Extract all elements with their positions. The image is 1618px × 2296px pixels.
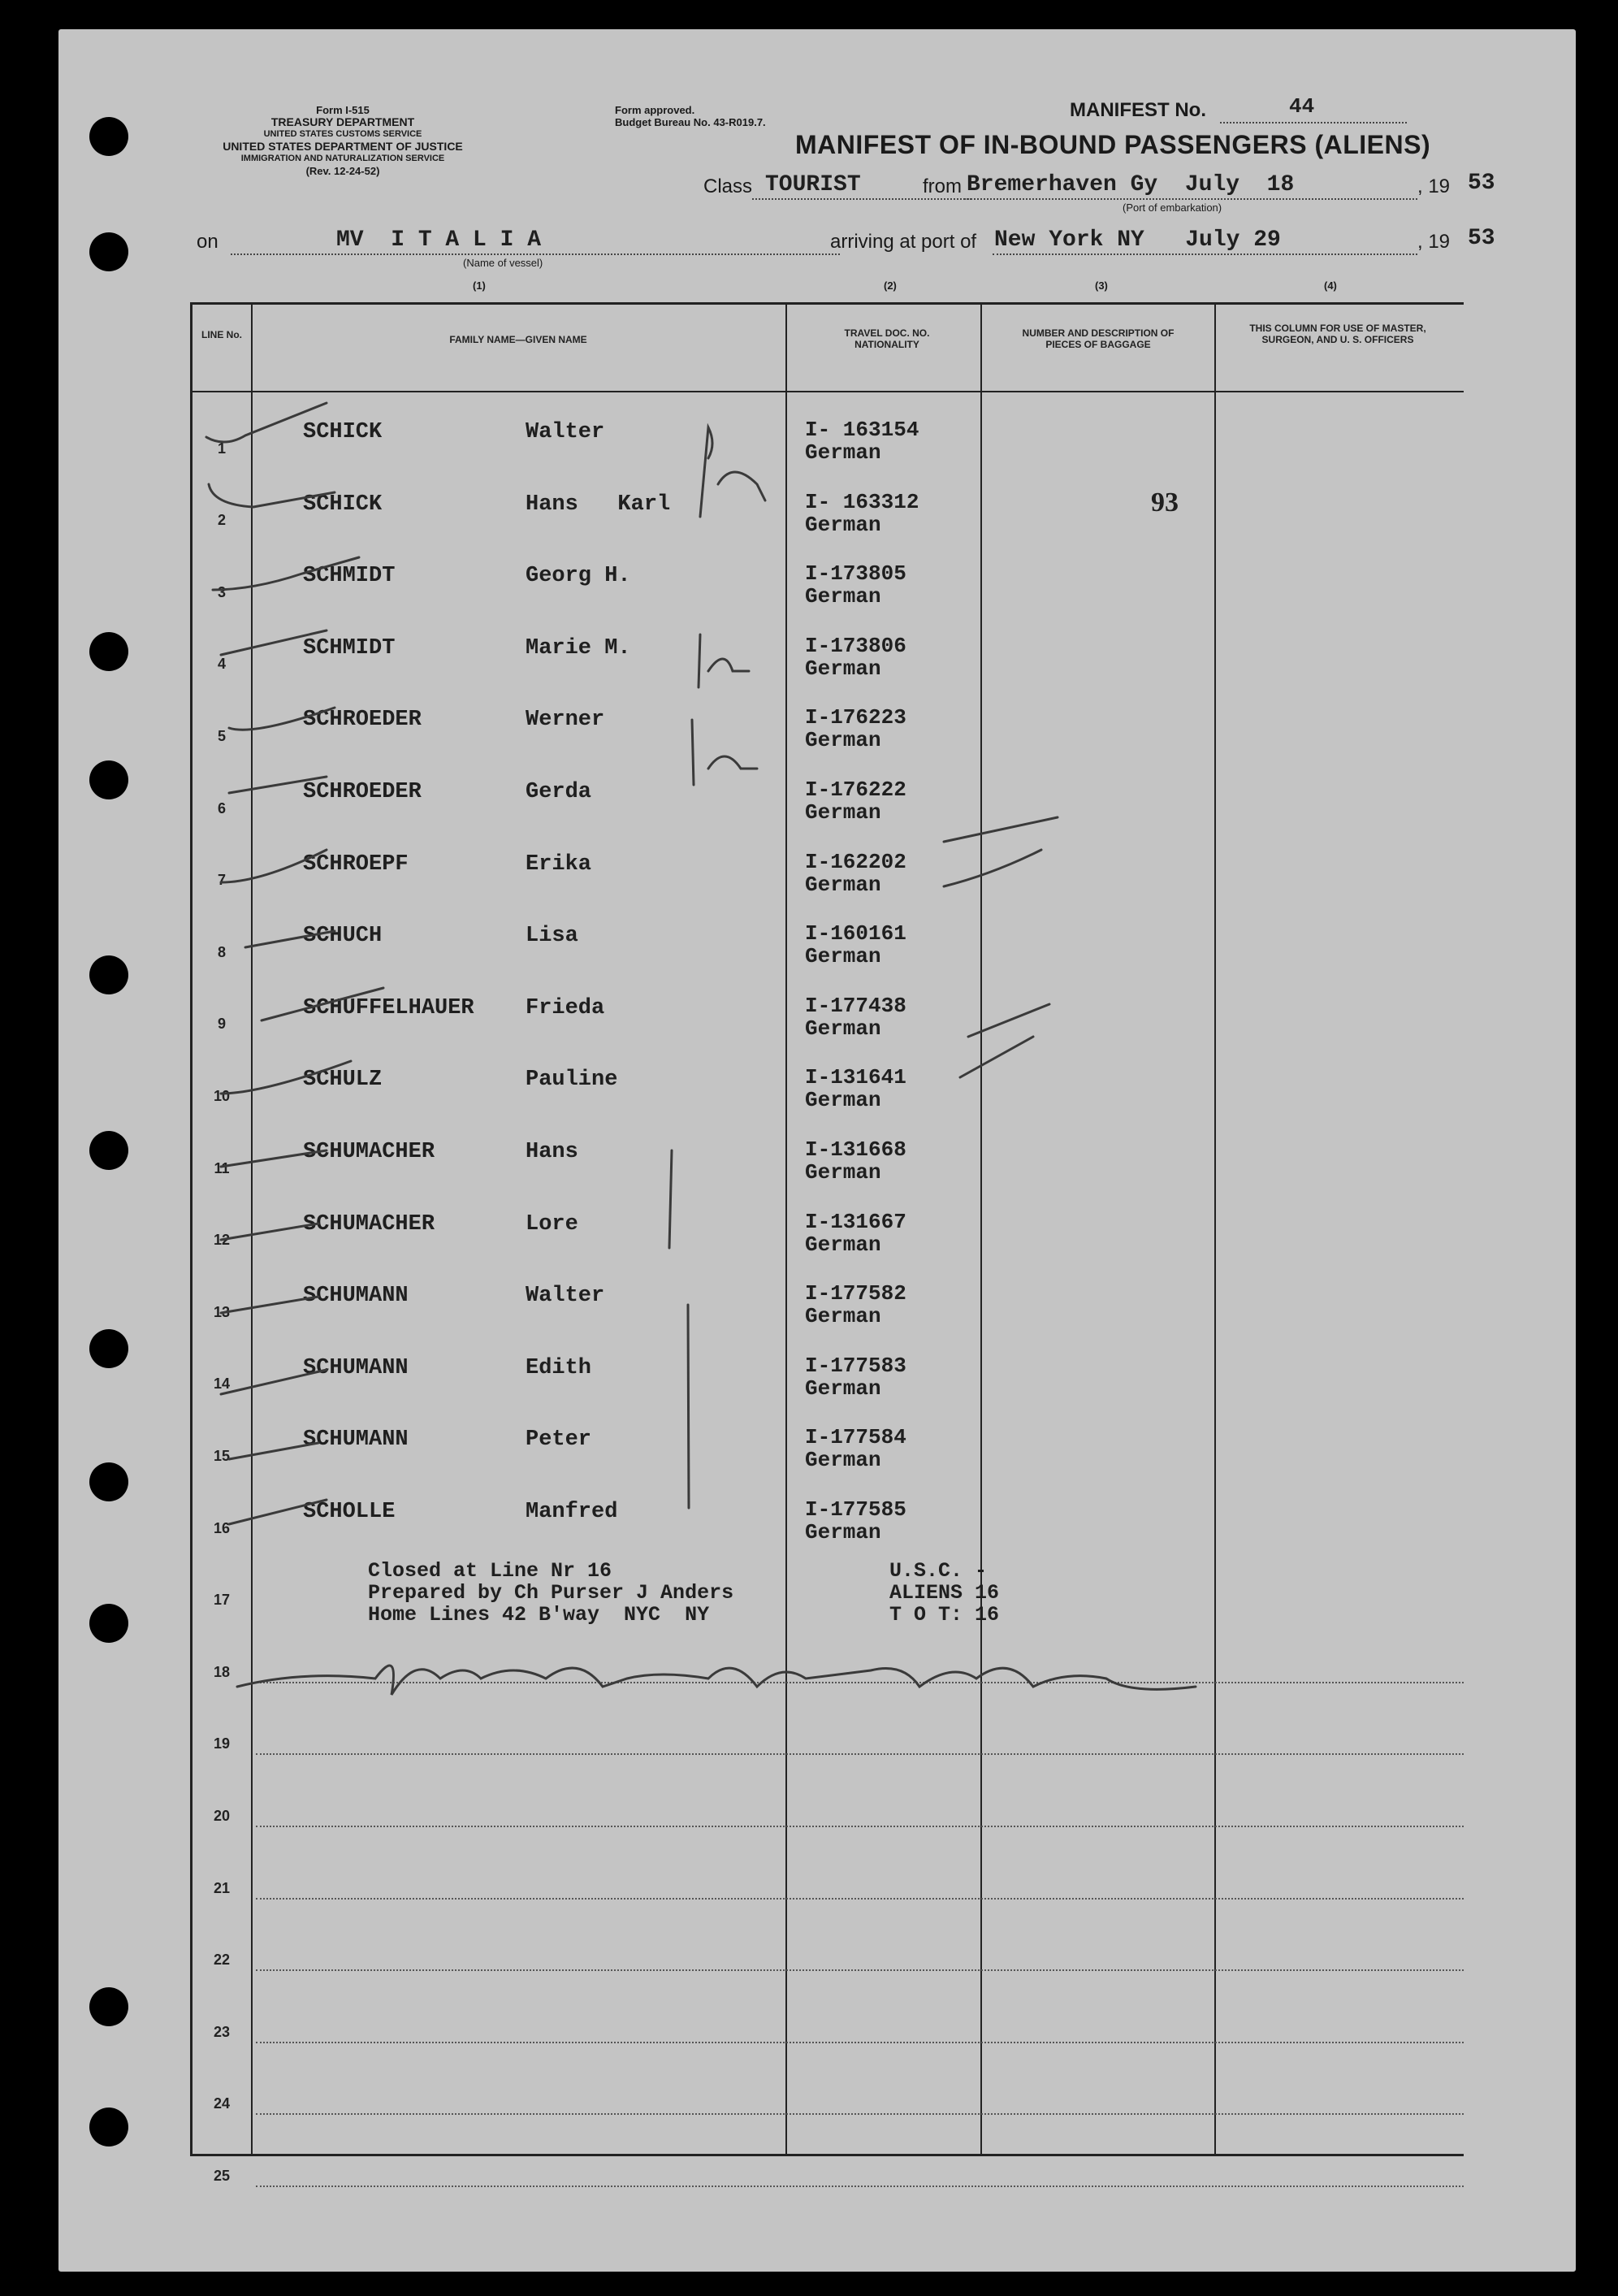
tick-mark <box>960 1004 1049 1077</box>
family-name: SCHICK <box>303 492 383 517</box>
rev-label: (Rev. 12-24-52) <box>305 165 380 177</box>
family-name: SCHUCH <box>303 924 383 949</box>
travel-doc: I-176223 German <box>805 705 906 753</box>
on-label: on <box>197 231 218 253</box>
tally-line-3: T O T: 16 <box>889 1603 1000 1627</box>
line-number: 15 <box>213 1448 231 1464</box>
col-num-4: (4) <box>1324 279 1337 292</box>
line-number: 3 <box>217 583 226 600</box>
travel-doc: I-177585 German <box>805 1497 906 1544</box>
line-number: 7 <box>217 872 226 889</box>
embarkation-caption: (Port of embarkation) <box>1123 201 1222 214</box>
line-number: 19 <box>213 1735 231 1752</box>
line-number: 11 <box>214 1159 230 1176</box>
travel-doc: I-173806 German <box>805 633 906 681</box>
col-header-name: FAMILY NAME—GIVEN NAME <box>449 334 587 345</box>
check-mark <box>229 1443 318 1459</box>
baggage-note: 93 <box>1151 487 1179 518</box>
vertical-mark <box>688 1305 689 1508</box>
family-name: SCHUMANN <box>303 1355 409 1380</box>
line-number: 24 <box>213 2095 231 2112</box>
travel-doc: I-177584 German <box>805 1425 906 1473</box>
col-num-3: (3) <box>1095 279 1108 292</box>
check-mark <box>209 484 335 507</box>
col-header-line: LINE No. <box>201 329 242 340</box>
given-name: Marie M. <box>526 635 631 661</box>
check-mark <box>221 1224 318 1240</box>
travel-doc: I- 163154 German <box>805 418 919 465</box>
travel-doc: I-177438 German <box>805 993 906 1041</box>
travel-doc: I-177582 German <box>805 1281 906 1329</box>
line-number: 1 <box>217 440 226 457</box>
col-header-officers: THIS COLUMN FOR USE OF MASTER, SURGEON, AND U. S. OFFICERS <box>1249 323 1426 345</box>
from-value: Bremerhaven Gy July 18 <box>967 172 1295 197</box>
vertical-mark <box>669 1150 672 1248</box>
line-number: 18 <box>213 1663 231 1680</box>
family-name: SCHROEDER <box>303 780 422 804</box>
manifest-page <box>58 29 1576 2272</box>
family-name: SCHMIDT <box>303 564 396 589</box>
ins-label: IMMIGRATION AND NATURALIZATION SERVICE <box>240 154 445 163</box>
line-number: 14 <box>213 1375 231 1393</box>
line-number: 17 <box>213 1592 231 1609</box>
line-number: 23 <box>213 2023 231 2040</box>
vessel-name: MV I T A L I A <box>336 227 542 253</box>
check-mark <box>221 1061 351 1094</box>
family-name: SCHUMANN <box>303 1284 409 1309</box>
check-mark <box>245 931 335 947</box>
family-name: SCHROEDER <box>303 708 422 733</box>
given-name: Manfred <box>526 1500 618 1524</box>
given-name: Frieda <box>526 995 605 1020</box>
given-name: Walter <box>526 420 605 444</box>
initials-mark <box>700 427 765 517</box>
travel-doc: I-131667 German <box>805 1209 906 1257</box>
family-name: SCHMIDT <box>303 635 396 661</box>
manifest-number: 44 <box>1289 94 1315 119</box>
closing-line-2: Prepared by Ch Purser J Anders <box>368 1581 734 1605</box>
justice-label: UNITED STATES DEPARTMENT OF JUSTICE <box>223 140 463 153</box>
given-name: Walter <box>526 1284 605 1309</box>
initials-mark <box>699 635 749 687</box>
travel-doc: I-131641 German <box>805 1065 906 1113</box>
arriving-value: New York NY July 29 <box>994 227 1281 253</box>
check-mark <box>229 1500 327 1524</box>
line-number: 6 <box>217 799 226 817</box>
given-name: Pauline <box>526 1068 618 1093</box>
line-number: 4 <box>217 656 226 673</box>
line-number: 21 <box>213 1879 231 1896</box>
travel-doc: I- 163312 German <box>805 489 919 537</box>
line-number: 5 <box>217 728 226 744</box>
col-header-baggage: NUMBER AND DESCRIPTION OF PIECES OF BAGGAGE <box>1022 327 1175 350</box>
budget-label: Budget Bureau No. 43-R019.7. <box>615 116 766 128</box>
travel-doc: I-176222 German <box>805 778 906 825</box>
family-name: SCHROEPF <box>303 851 409 877</box>
check-mark <box>221 630 327 655</box>
family-name: SCHUMACHER <box>303 1140 435 1164</box>
travel-doc: I-177583 German <box>805 1353 906 1401</box>
customs-label: UNITED STATES CUSTOMS SERVICE <box>263 129 422 139</box>
initials-mark <box>692 720 757 785</box>
family-name: SCHUFFELHAUER <box>303 995 474 1020</box>
given-name: Edith <box>526 1355 592 1380</box>
closing-line-1: Closed at Line Nr 16 <box>368 1559 612 1583</box>
arrive-year: 53 <box>1468 226 1495 251</box>
manifest-no-label: MANIFEST No. <box>1070 99 1206 121</box>
line-number: 2 <box>217 512 226 529</box>
family-name: SCHOLLE <box>303 1500 396 1524</box>
check-mark <box>221 1150 327 1167</box>
approval-label: Form approved. <box>615 104 695 116</box>
family-name: SCHULZ <box>303 1068 383 1093</box>
line-number: 25 <box>213 2168 231 2184</box>
tally-line-2: ALIENS 16 <box>889 1581 1000 1605</box>
check-mark <box>221 850 327 882</box>
line-number: 22 <box>213 1952 231 1969</box>
line-number: 9 <box>217 1016 226 1033</box>
col-num-2: (2) <box>884 279 897 292</box>
vessel-caption: (Name of vessel) <box>463 257 543 269</box>
line-number: 16 <box>213 1519 231 1536</box>
given-name: Lisa <box>526 924 578 949</box>
given-name: Lore <box>526 1211 578 1237</box>
col-num-1: (1) <box>473 279 486 292</box>
given-name: Werner <box>526 708 605 733</box>
signature <box>237 1666 1196 1695</box>
check-mark <box>229 708 335 730</box>
treasury-label: TREASURY DEPARTMENT <box>270 115 415 128</box>
check-mark <box>213 557 359 590</box>
check-mark <box>221 1370 327 1394</box>
tally-line-1: U.S.C. - <box>889 1559 988 1583</box>
family-name: SCHUMANN <box>303 1427 409 1453</box>
travel-doc: I-162202 German <box>805 849 906 897</box>
class-label: Class <box>703 175 753 197</box>
line-number: 13 <box>213 1303 231 1320</box>
from-label: from <box>923 175 962 197</box>
from-year-prefix: , 19 <box>1417 175 1451 197</box>
given-name: Peter <box>526 1427 592 1453</box>
travel-doc: I-160161 German <box>805 921 906 969</box>
closing-line-3: Home Lines 42 B'way NYC NY <box>368 1603 710 1627</box>
given-name: Georg H. <box>526 564 631 589</box>
family-name: SCHICK <box>303 420 383 444</box>
family-name: SCHUMACHER <box>303 1211 435 1237</box>
given-name: Hans <box>526 1140 578 1164</box>
travel-doc: I-173805 German <box>805 561 906 609</box>
line-number: 12 <box>213 1232 231 1249</box>
check-mark <box>262 988 383 1020</box>
col-header-doc: TRAVEL DOC. NO. NATIONALITY <box>844 327 930 350</box>
form-number: Form I-515 <box>316 104 370 116</box>
given-name: Gerda <box>526 780 592 804</box>
given-name: Hans Karl <box>526 492 671 517</box>
arriving-label: arriving at port of <box>830 231 977 253</box>
check-mark <box>229 777 327 793</box>
check-mark <box>206 403 327 442</box>
class-value: TOURIST <box>765 172 861 197</box>
line-number: 20 <box>213 1808 231 1824</box>
tick-mark <box>944 817 1058 886</box>
given-name: Erika <box>526 851 592 877</box>
handwritten-marks <box>58 29 1576 2272</box>
manifest-title: MANIFEST OF IN-BOUND PASSENGERS (ALIENS) <box>795 130 1431 159</box>
arrive-year-prefix: , 19 <box>1417 231 1451 253</box>
travel-doc: I-131668 German <box>805 1137 906 1185</box>
line-number: 10 <box>213 1088 231 1104</box>
line-number: 8 <box>217 943 226 960</box>
check-mark <box>221 1297 318 1313</box>
from-year: 53 <box>1468 171 1495 196</box>
